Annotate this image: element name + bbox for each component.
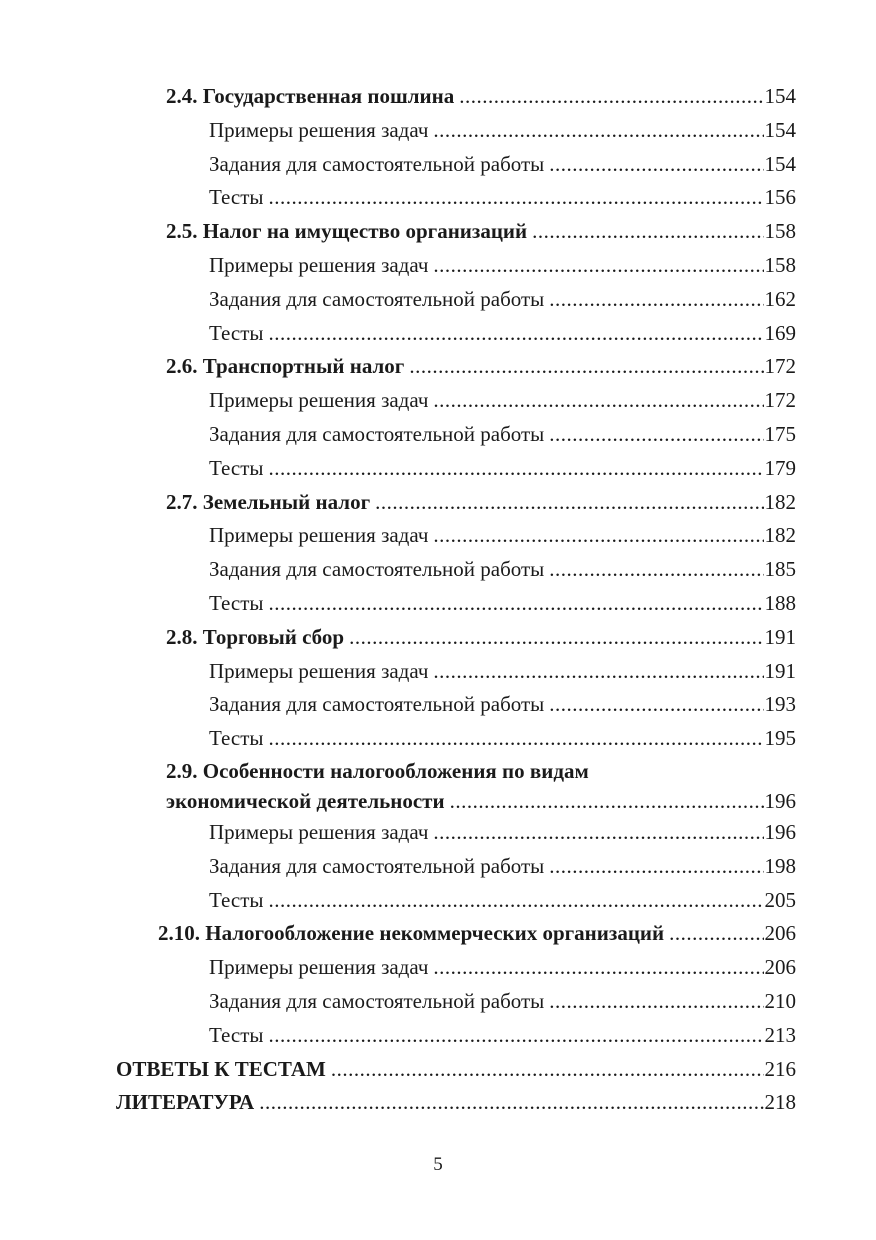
toc-section[interactable]	[0, 350, 876, 384]
dot-leader	[459, 80, 763, 114]
toc-subsection-title: Примеры решения задач	[209, 252, 429, 277]
toc-page-number: 193	[764, 692, 796, 717]
toc-subsection[interactable]	[0, 519, 876, 553]
toc-page-number: 169	[764, 320, 796, 345]
toc-page-number: 162	[764, 286, 796, 311]
toc-subsection-title: Примеры решения задач	[209, 819, 429, 844]
toc-subsection-title: Задания для самостоятельной работы	[209, 853, 545, 878]
toc-page-number: 158	[764, 219, 796, 244]
dot-leader	[549, 553, 763, 587]
toc-section-title: экономической деятельности	[166, 788, 445, 813]
toc-subsection-title: Задания для самостоятельной работы	[209, 988, 545, 1013]
toc-subsection[interactable]	[0, 722, 876, 756]
toc-section-title: 2.5. Налог на имущество организаций	[166, 219, 528, 244]
toc-page-number: 216	[764, 1056, 796, 1081]
toc-subsection-title: Примеры решения задач	[209, 955, 429, 980]
toc-chapter-title: ЛИТЕРАТУРА	[116, 1090, 255, 1115]
dot-leader	[268, 317, 763, 351]
toc-section[interactable]	[0, 215, 876, 249]
toc-subsection[interactable]	[0, 283, 876, 317]
toc-page-number: 182	[764, 489, 796, 514]
toc-subsection-title: Тесты	[209, 726, 264, 751]
toc-page-number: 158	[764, 252, 796, 277]
dot-leader	[549, 688, 763, 722]
toc-page-number: 206	[764, 921, 796, 946]
dot-leader	[433, 114, 763, 148]
toc-subsection-title: Примеры решения задач	[209, 523, 429, 548]
dot-leader	[268, 884, 763, 918]
dot-leader	[549, 850, 763, 884]
dot-leader	[268, 587, 763, 621]
toc-page-number: 210	[764, 988, 796, 1013]
dot-leader	[549, 148, 763, 182]
dot-leader	[268, 181, 763, 215]
toc-page-number: 196	[764, 819, 796, 844]
toc-page-number: 206	[764, 955, 796, 980]
toc-subsection[interactable]	[0, 553, 876, 587]
toc-page-number: 218	[764, 1090, 796, 1115]
toc-page-number: 175	[764, 421, 796, 446]
toc-section-heading-line	[0, 756, 876, 786]
toc-subsection-title: Задания для самостоятельной работы	[209, 286, 545, 311]
dot-leader	[268, 452, 763, 486]
dot-leader	[433, 951, 763, 985]
toc-section[interactable]	[0, 917, 876, 951]
toc-section-title: 2.8. Торговый сбор	[166, 624, 345, 649]
dot-leader	[549, 283, 763, 317]
toc-section[interactable]	[0, 486, 876, 520]
dot-leader	[549, 418, 763, 452]
toc-page-number: 185	[764, 557, 796, 582]
dot-leader	[349, 621, 763, 655]
toc-subsection[interactable]	[0, 951, 876, 985]
toc-page-number: 154	[764, 151, 796, 176]
toc-subsection-title: Задания для самостоятельной работы	[209, 151, 545, 176]
dot-leader	[433, 655, 763, 689]
toc-section-title: 2.9. Особенности налогообложения по видам	[166, 758, 589, 783]
toc-page-number: 154	[764, 84, 796, 108]
dot-leader	[450, 786, 764, 816]
toc-page-number: 172	[764, 388, 796, 413]
toc-subsection[interactable]	[0, 655, 876, 689]
toc-subsection[interactable]	[0, 850, 876, 884]
toc-page-number: 196	[764, 788, 796, 813]
toc-subsection[interactable]	[0, 418, 876, 452]
dot-leader	[433, 816, 763, 850]
toc-section-title: 2.7. Земельный налог	[166, 489, 371, 514]
toc-subsection-title: Задания для самостоятельной работы	[209, 421, 545, 446]
toc-page-number: 172	[764, 354, 796, 379]
dot-leader	[268, 1019, 763, 1053]
dot-leader	[433, 384, 763, 418]
toc-page-number: 179	[764, 455, 796, 480]
toc-subsection-title: Примеры решения задач	[209, 388, 429, 413]
toc-subsection-title: Тесты	[209, 590, 264, 615]
toc-subsection-title: Тесты	[209, 455, 264, 480]
toc-subsection[interactable]	[0, 587, 876, 621]
toc-section-title: 2.10. Налогообложение некоммерческих организаций	[158, 921, 665, 946]
toc-page-number: 213	[764, 1022, 796, 1047]
toc-subsection-title: Тесты	[209, 887, 264, 912]
page-number: 5	[433, 1154, 443, 1175]
toc-chapter[interactable]	[0, 1053, 876, 1087]
toc-subsection[interactable]	[0, 985, 876, 1019]
toc-page-number: 182	[764, 523, 796, 548]
toc-subsection-title: Тесты	[209, 185, 264, 210]
dot-leader	[669, 917, 763, 951]
toc-section[interactable]	[0, 80, 876, 114]
toc-subsection-title: Примеры решения задач	[209, 117, 429, 142]
toc-section[interactable]	[0, 621, 876, 655]
toc-subsection[interactable]	[0, 384, 876, 418]
toc-page-number: 198	[764, 853, 796, 878]
toc-subsection-title: Тесты	[209, 320, 264, 345]
toc-page-number: 188	[764, 590, 796, 615]
dot-leader	[409, 350, 763, 384]
toc-subsection-title: Примеры решения задач	[209, 658, 429, 683]
dot-leader	[268, 722, 763, 756]
dot-leader	[433, 249, 763, 283]
toc-subsection-title: Задания для самостоятельной работы	[209, 557, 545, 582]
toc-subsection-title: Тесты	[209, 1022, 264, 1047]
toc-chapter[interactable]	[0, 1086, 876, 1120]
toc-subsection[interactable]	[0, 181, 876, 215]
dot-leader	[549, 985, 763, 1019]
toc-page-number: 154	[764, 117, 796, 142]
toc-page-number: 205	[764, 887, 796, 912]
toc-section-title: 2.6. Транспортный налог	[166, 354, 405, 379]
toc-page-number: 195	[764, 726, 796, 751]
toc-subsection-title: Задания для самостоятельной работы	[209, 692, 545, 717]
dot-leader	[259, 1086, 763, 1120]
dot-leader	[532, 215, 763, 249]
dot-leader	[375, 486, 763, 520]
table-of-contents	[0, 80, 876, 1120]
toc-section[interactable]	[0, 786, 876, 816]
dot-leader	[433, 519, 763, 553]
toc-chapter-title: ОТВЕТЫ К ТЕСТАМ	[116, 1056, 326, 1081]
toc-subsection[interactable]	[0, 317, 876, 351]
toc-subsection[interactable]	[0, 452, 876, 486]
toc-subsection[interactable]	[0, 1019, 876, 1053]
toc-page-number: 191	[764, 658, 796, 683]
dot-leader	[331, 1053, 764, 1087]
toc-subsection[interactable]	[0, 249, 876, 283]
toc-subsection[interactable]	[0, 114, 876, 148]
toc-page-number: 191	[764, 624, 796, 649]
toc-subsection[interactable]	[0, 688, 876, 722]
toc-section-title: 2.4. Государственная пошлина	[166, 84, 455, 108]
toc-subsection[interactable]	[0, 816, 876, 850]
toc-subsection[interactable]	[0, 884, 876, 918]
toc-page-number: 156	[764, 185, 796, 210]
toc-subsection[interactable]	[0, 148, 876, 182]
